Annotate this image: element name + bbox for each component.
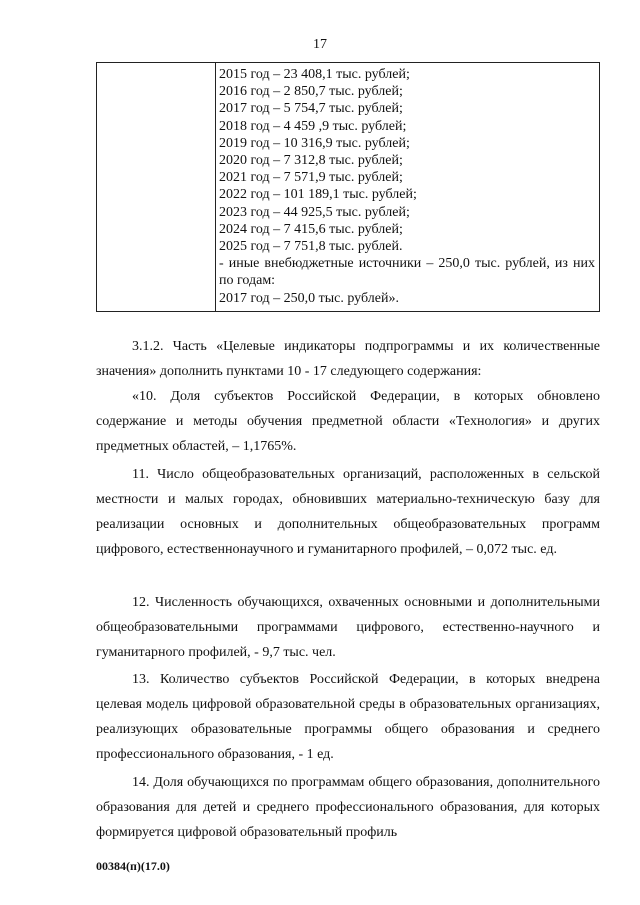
other-sources-line: - иные внебюджетные источники – 250,0 тыс. рублей, из них по годам: [219,256,595,289]
year-line: 2018 год – 4 459 ,9 тыс. рублей; [219,118,407,134]
table-left-cell [97,63,216,311]
table-right-cell [219,66,595,307]
paragraph-text: «10. Доля субъектов Российской Федерации, в которых обновлено содержание и методы обучения предметной области «Технология» и других предметных областей, – 1,1765%. [96,389,600,454]
paragraph-text: 3.1.2. Часть «Целевые индикаторы подпрограммы и их количественные значения» дополнить пунктами 10 - 17 следующего содержания: [96,339,600,379]
paragraph-item-10 [96,384,600,459]
paragraph-item-12 [96,590,600,665]
year-line: 2022 год – 101 189,1 тыс. рублей; [219,187,417,203]
paragraph-text: 11. Число общеобразовательных организаций, расположенных в сельской местности и малых городах, обновивших материально-техническую базу для реализации основных и дополнительных общеобразовательных программ цифрового, естественнонаучного и гуманитарного профилей, – 0,072 тыс. ед. [96,467,600,557]
year-line: 2025 год – 7 751,8 тыс. рублей. [219,239,403,255]
page-number: 17 [313,37,327,52]
paragraph-text: 12. Численность обучающихся, охваченных основными и дополнительными общеобразовательными программами цифрового, естественно-научного и гуманитарного профилей, - 9,7 тыс. чел. [96,595,600,660]
paragraph-item-14 [96,770,600,845]
paragraph-text: 13. Количество субъектов Российской Федерации, в которых внедрена целевая модель цифровой образовательной среды в образовательных организациях, реализующих образовательные программы общего образования и среднего профессионального образования, - 1 ед. [96,672,600,762]
year-line: 2017 год – 5 754,7 тыс. рублей; [219,101,403,117]
paragraph-3-1-2 [96,334,600,384]
year-line: 2016 год – 2 850,7 тыс. рублей; [219,84,403,100]
document-code: 00384(п)(17.0) [96,859,170,873]
paragraph-item-11 [96,462,600,562]
year-line: 2020 год – 7 312,8 тыс. рублей; [219,153,403,169]
other-year-line: 2017 год – 250,0 тыс. рублей». [219,290,399,306]
paragraph-item-13 [96,667,600,767]
year-line: 2021 год – 7 571,9 тыс. рублей; [219,170,403,186]
year-line: 2023 год – 44 925,5 тыс. рублей; [219,204,410,220]
paragraph-text: 14. Доля обучающихся по программам общего образования, дополнительного образования для детей и среднего профессионального образования, для которых формируется цифровой образовательный профиль [96,775,600,840]
year-line: 2015 год – 23 408,1 тыс. рублей; [219,67,410,82]
funding-table [96,62,600,312]
year-line: 2024 год – 7 415,6 тыс. рублей; [219,221,403,237]
year-line: 2019 год – 10 316,9 тыс. рублей; [219,135,410,151]
